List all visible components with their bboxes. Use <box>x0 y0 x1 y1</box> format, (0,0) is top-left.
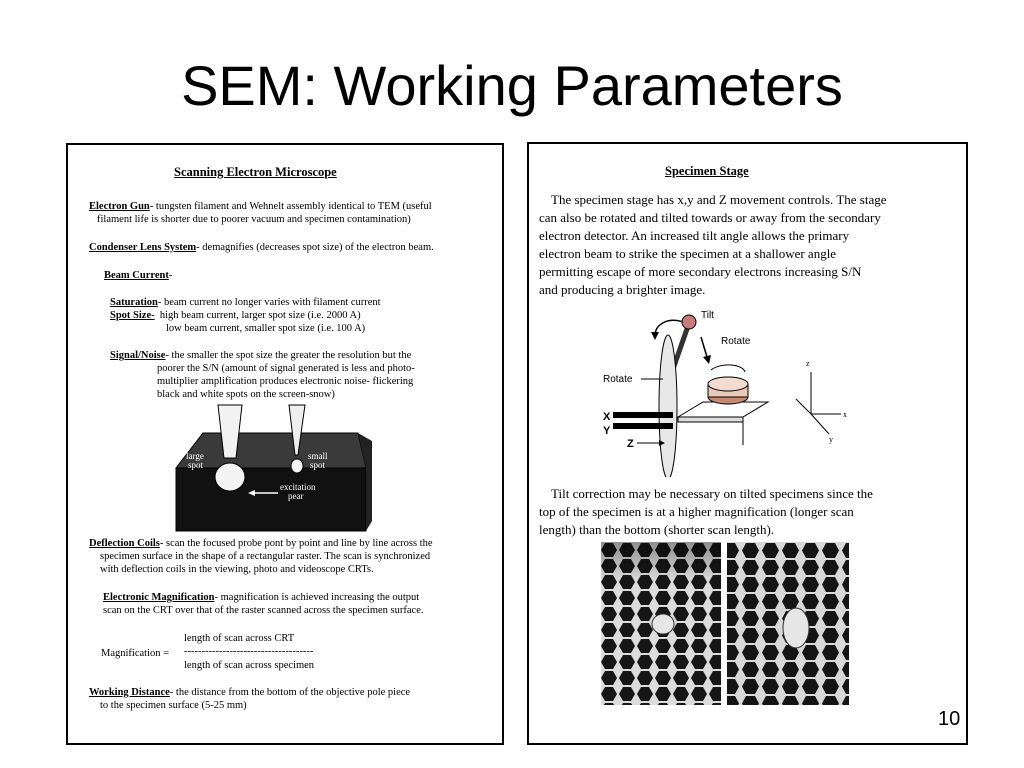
large-spot-label-1: large <box>186 451 204 461</box>
rotate-arrow <box>711 365 745 372</box>
stage-plate <box>659 335 677 477</box>
deflection-coils-line2: specimen surface in the shape of a rectangular raster. The scan is synchronized <box>100 551 431 562</box>
small-excitation-pear <box>291 459 303 473</box>
scanning-electron-microscope-panel <box>66 143 504 745</box>
tilt-correction-line1: Tilt correction may be necessary on tilted specimens since the <box>551 486 873 501</box>
deflection-coils-line1: Deflection Coils- scan the focused probe pont by point and line by line across the <box>89 538 433 549</box>
specimen-block-front <box>176 468 366 531</box>
specimen-stage-diagram <box>593 302 853 477</box>
specimen-platform-front <box>678 417 743 422</box>
stage-description-line4: electron beam to strike the specimen at a shallower angle <box>539 246 837 261</box>
axis-x-label: x <box>843 410 847 419</box>
electronic-magnification-line1: Electronic Magnification- magnification is achieved increasing the output <box>103 592 420 603</box>
specimen-stage-panel <box>527 142 968 745</box>
electron-gun-line1: Electron Gun- tungsten filament and Wehnelt assembly identical to TEM (useful <box>89 201 432 212</box>
micrograph-tilted-shade <box>601 542 721 582</box>
stage-description-line1: The specimen stage has x,y and Z movement controls. The stage <box>551 192 887 207</box>
tilt-arrow-curve <box>655 320 683 336</box>
micrograph-tilted-particle <box>652 614 674 634</box>
excitation-label-1: excitation <box>280 482 316 492</box>
right-panel-title: Specimen Stage <box>665 164 749 178</box>
signal-noise-line1: Signal/Noise- the smaller the spot size the greater the resolution but the <box>110 350 412 361</box>
z-label: Z <box>627 438 634 450</box>
micrograph-flat-particle <box>783 608 809 648</box>
signal-noise-line4: black and white spots on the screen-snow) <box>157 389 335 400</box>
rotate-top-label: Rotate <box>721 336 751 347</box>
magnification-fraction-line: ------------------------------------- <box>184 646 314 657</box>
working-distance-line2: to the specimen surface (5-25 mm) <box>100 700 247 711</box>
spot-size-figure <box>168 403 373 538</box>
specimen-block-top <box>176 433 366 468</box>
large-spot-label-2: spot <box>188 460 204 470</box>
small-spot-label-2: spot <box>310 460 326 470</box>
magnification-denominator: length of scan across specimen <box>184 660 315 671</box>
tilt-arrow-down <box>701 337 707 357</box>
excitation-label-2: pear <box>288 491 304 501</box>
magnification-label: Magnification = <box>101 648 170 659</box>
tilt-knob <box>682 315 696 329</box>
tilt-correction-line3: length) than the bottom (shorter scan length). <box>539 522 775 537</box>
y-label: Y <box>603 425 611 437</box>
specimen-holder-top <box>708 377 748 391</box>
stage-description-line3: electron detector. An increased tilt angle allows the primary <box>539 228 850 243</box>
magnification-numerator: length of scan across CRT <box>184 633 295 644</box>
page-number: 10 <box>938 708 961 730</box>
rotate-left-label: Rotate <box>603 374 633 385</box>
working-distance-line1: Working Distance- the distance from the bottom of the objective pole piece <box>89 687 411 698</box>
spot-size-line1: Spot Size- high beam current, larger spot size (i.e. 2000 A) <box>110 310 361 321</box>
tilt-arrow-down-head <box>703 355 711 364</box>
tilt-label: Tilt <box>701 310 714 321</box>
stage-description-line6: and producing a brighter image. <box>539 282 706 297</box>
tilt-arrow-head <box>651 332 659 340</box>
tilt-comparison-micrographs <box>601 542 849 705</box>
axis-z-label: z <box>806 359 810 368</box>
electron-gun-line2: filament life is shorter due to poorer vacuum and specimen contamination) <box>97 214 411 225</box>
deflection-coils-line3: with deflection coils in the viewing, photo and videoscope CRTs. <box>100 564 374 575</box>
electronic-magnification-line2: scan on the CRT over that of the raster scanned across the specimen surface. <box>103 605 424 616</box>
signal-noise-line2: poorer the S/N (amount of signal generated is less and photo- <box>157 363 415 374</box>
tilt-correction-line2: top of the specimen is at a higher magnification (longer scan <box>539 504 854 519</box>
spot-size-line2: low beam current, smaller spot size (i.e. 100 A) <box>166 323 366 334</box>
large-excitation-pear <box>215 463 245 491</box>
saturation-text: Saturation- beam current no longer varies with filament current <box>110 297 381 308</box>
beam-current-heading: Beam Current- <box>104 270 173 281</box>
condenser-lens-text: Condenser Lens System- demagnifies (decreases spot size) of the electron beam. <box>89 242 434 253</box>
x-label: X <box>603 411 611 423</box>
left-panel-title: Scanning Electron Microscope <box>174 165 337 179</box>
axis-y-label: y <box>829 435 833 444</box>
small-spot-label-1: small <box>308 451 328 461</box>
stage-description-line2: can also be rotated and tilted towards or away from the secondary <box>539 210 881 225</box>
stage-description-line5: permitting escape of more secondary electrons increasing S/N <box>539 264 862 279</box>
slide-title: SEM: Working Parameters <box>181 54 843 117</box>
axis-y-line <box>811 414 829 434</box>
signal-noise-line3: multiplier amplification produces electronic noise- flickering <box>157 376 414 387</box>
axis-back-line <box>796 399 811 414</box>
